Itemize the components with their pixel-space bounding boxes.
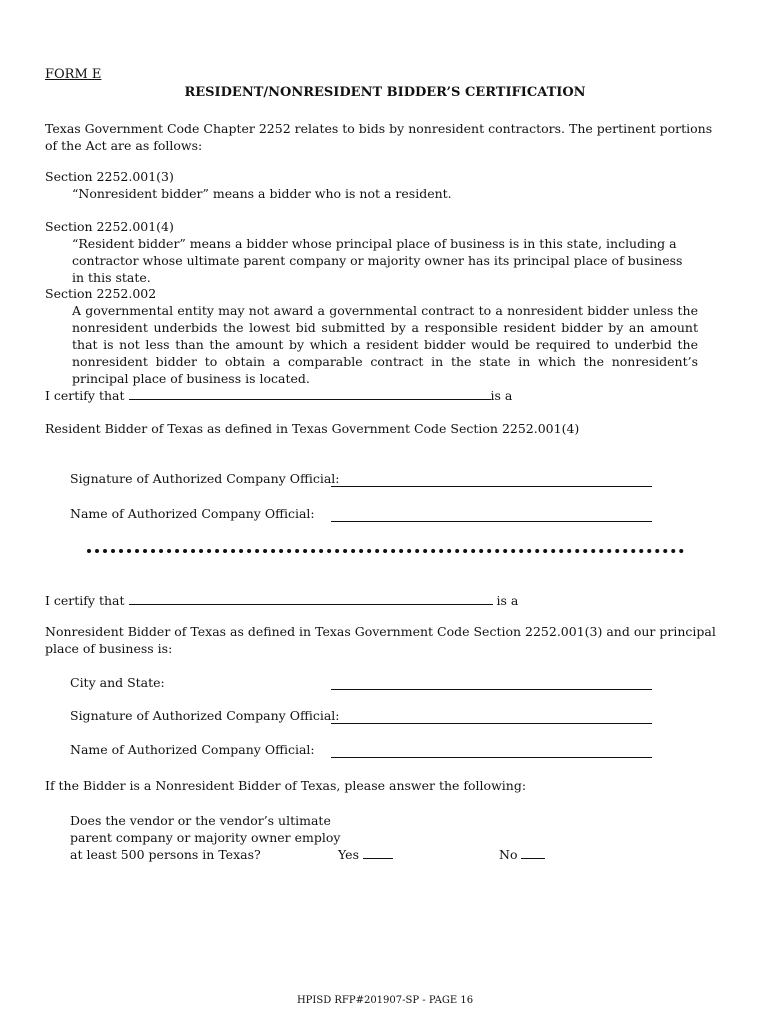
- nonresident-name-label: Name of Authorized Company Official:: [70, 742, 315, 757]
- section-text-2252-002: A governmental entity may not award a governmental contract to a nonresident bidder unless the nonresident underbids the lowest bid submitted by a responsible resident bidder by an amount that is not less than the amount by which a resident bidder would be required to underbid the nonresident bidder to obtain a comparable contract in the state in which the nonresident’s principal place of business is located.: [72, 303, 698, 386]
- question-line-1: Does the vendor or the vendor’s ultimate: [70, 813, 331, 828]
- intro-paragraph: Texas Government Code Chapter 2252 relates to bids by nonresident contractors. The pertinent portions of the Act are as follows:: [45, 121, 713, 153]
- question-intro: If the Bidder is a Nonresident Bidder of Texas, please answer the following:: [45, 778, 527, 793]
- nonresident-statement: Nonresident Bidder of Texas as defined in Texas Government Code Section 2252.001(3) and our principal place of business is:: [45, 624, 716, 656]
- no-option: [499, 846, 545, 863]
- question-line-3: at least 500 persons in Texas?: [70, 847, 261, 862]
- city-state-label: City and State:: [70, 675, 165, 690]
- nonresident-company-name-field[interactable]: [129, 592, 493, 605]
- resident-statement: Resident Bidder of Texas as defined in Texas Government Code Section 2252.001(4): [45, 421, 580, 436]
- resident-certify-line: [45, 387, 725, 404]
- yes-answer-field[interactable]: [363, 846, 393, 859]
- resident-signature-label: Signature of Authorized Company Official:: [70, 471, 340, 486]
- resident-name-label: Name of Authorized Company Official:: [70, 506, 315, 521]
- resident-company-name-field[interactable]: [129, 387, 491, 400]
- section-text-2252-001-4: “Resident bidder” means a bidder whose principal place of business is in this state, including a contractor whose ultimate parent company or majority owner has its principal place of business in this state.: [72, 236, 683, 285]
- page-footer: HPISD RFP#201907-SP - PAGE 16: [296, 995, 474, 1006]
- form-label: FORM E: [45, 67, 102, 82]
- nonresident-signature-field[interactable]: [331, 722, 652, 724]
- resident-name-field[interactable]: [331, 520, 652, 522]
- nonresident-certify-prefix: I certify that: [45, 593, 125, 608]
- resident-certify-prefix: I certify that: [45, 388, 125, 403]
- section-heading-2252-002: Section 2252.002: [45, 286, 157, 301]
- resident-certify-suffix: is a: [490, 388, 513, 403]
- city-state-field[interactable]: [331, 688, 652, 690]
- nonresident-certify-line: [45, 592, 725, 609]
- nonresident-certify-suffix: is a: [496, 593, 519, 608]
- section-text-2252-001-3: “Nonresident bidder” means a bidder who is not a resident.: [72, 186, 452, 201]
- section-heading-2252-001-3: Section 2252.001(3): [45, 169, 174, 184]
- question-line-2: parent company or majority owner employ: [70, 830, 341, 845]
- resident-signature-field[interactable]: [331, 485, 652, 487]
- page-title: RESIDENT/NONRESIDENT BIDDER’S CERTIFICATION: [184, 85, 586, 100]
- nonresident-signature-label: Signature of Authorized Company Official:: [70, 708, 340, 723]
- no-label: No: [499, 847, 518, 862]
- yes-label: Yes: [338, 847, 359, 862]
- section-heading-2252-001-4: Section 2252.001(4): [45, 219, 174, 234]
- no-answer-field[interactable]: [521, 846, 545, 859]
- nonresident-name-field[interactable]: [331, 756, 652, 758]
- yes-option: [338, 846, 393, 863]
- section-divider: [87, 549, 684, 553]
